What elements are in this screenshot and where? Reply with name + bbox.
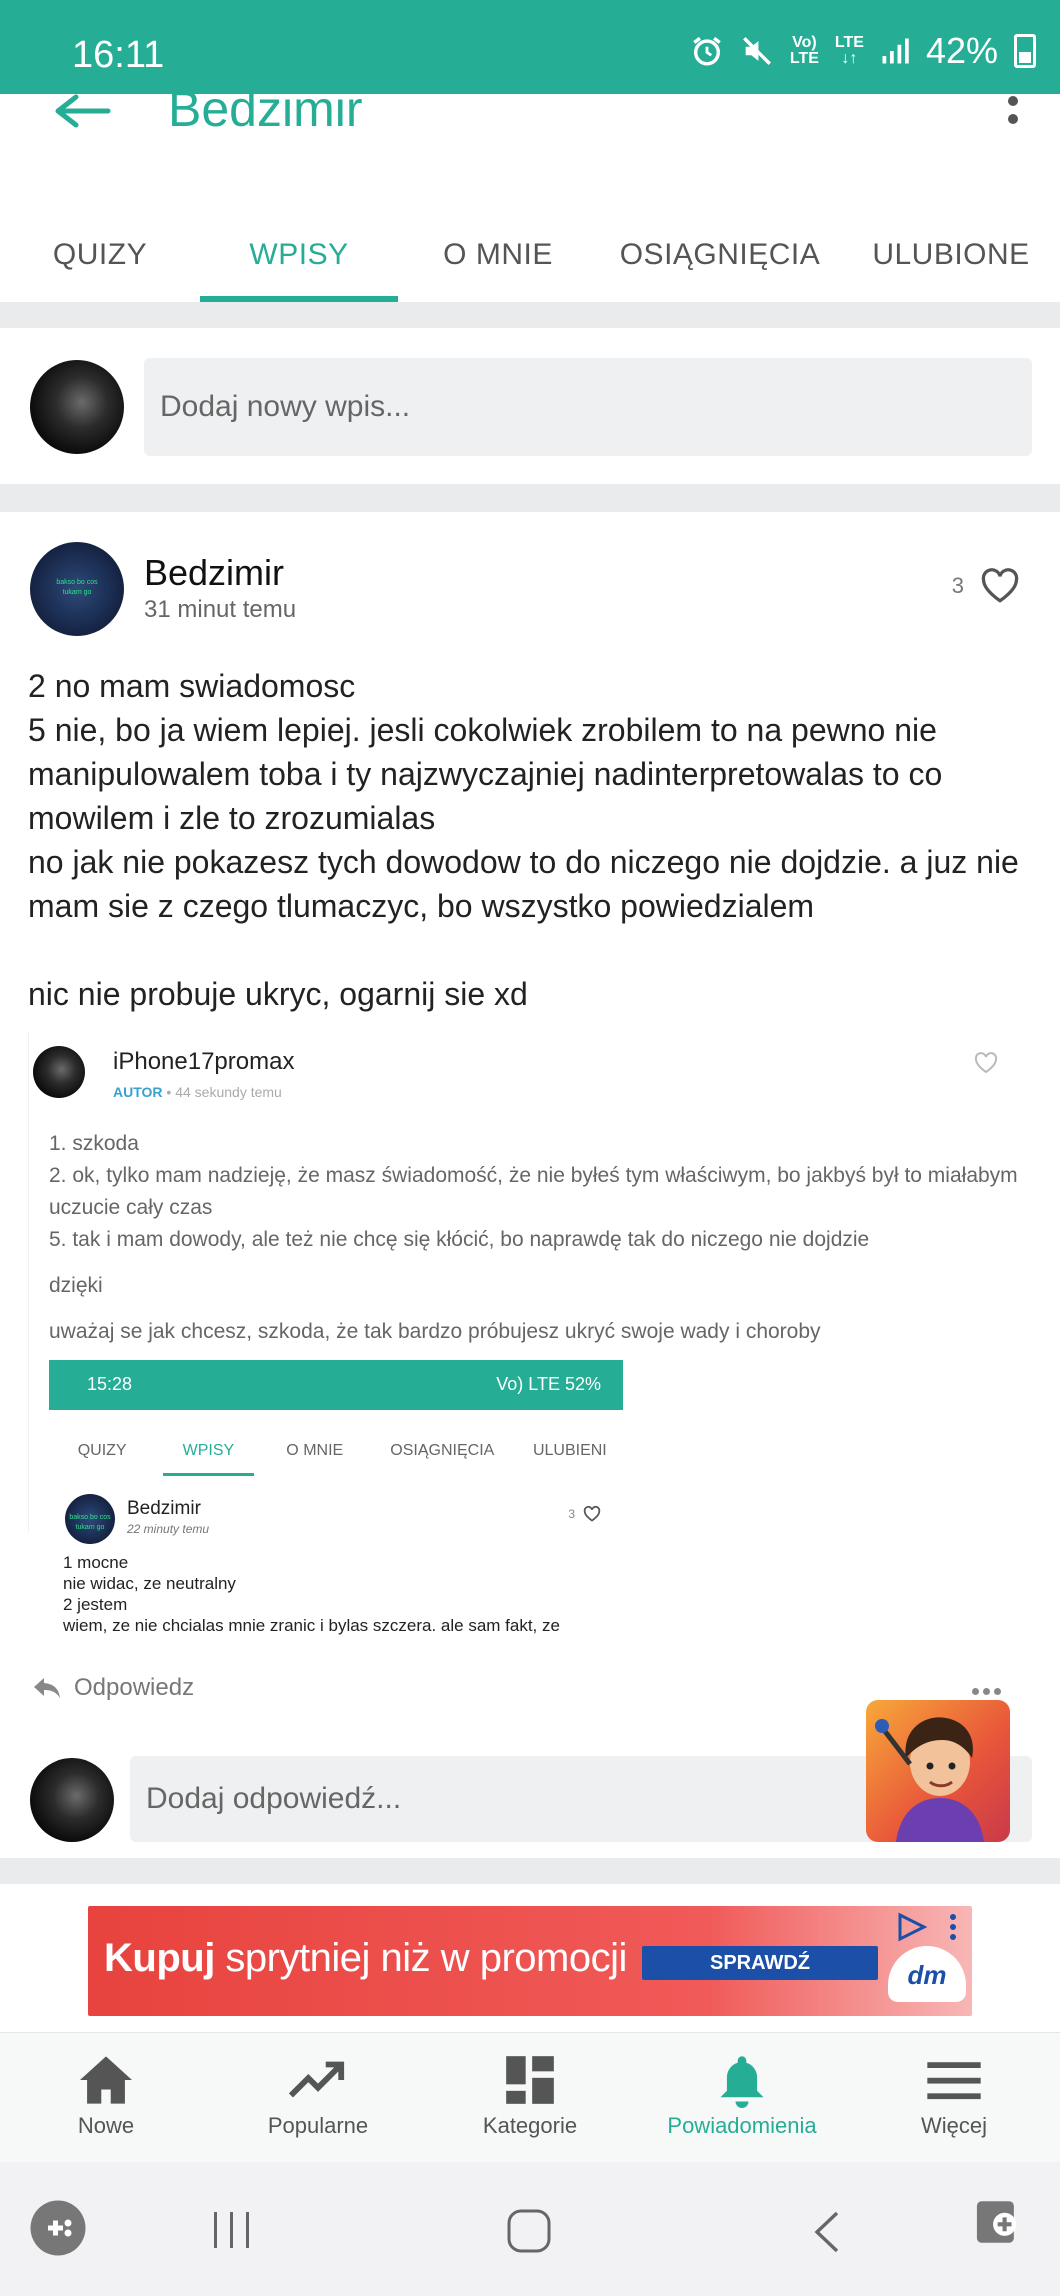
signal-icon — [880, 36, 910, 66]
embedded-body: 1. szkoda 2. ok, tylko mam nadzieję, że masz świadomość, że nie byłeś tym właściwym, bo jakbyś był to miałabym uczucie cały czas 5. tak i mam dowody, ale też nie chcę się kłócić, bo naprawdę tak do niczego nie dojdzie dzięki uważaj se jak chcesz, szkoda, że tak bardzo próbujesz ukryć swoje wady i choroby — [49, 1132, 1024, 1343]
status-bar — [0, 0, 1060, 94]
like-count: 3 — [951, 573, 964, 598]
profile-name: Bedzimir — [168, 81, 363, 137]
post-line: no jak nie pokazesz tych dowodow to do niczego nie dojdzie. a juz nie mam sie z czego tlumaczyc, bo wszystko powiedzialem — [28, 844, 1028, 924]
post-likes — [952, 568, 1020, 604]
status-icons — [690, 30, 1036, 72]
battery-percent: 42% — [925, 30, 998, 71]
inner-heart-icon — [583, 1506, 601, 1522]
bell-icon — [716, 2052, 768, 2108]
post-line: 5 nie, bo ja wiem lepiej. jesli cokolwiek zrobilem to na pewno nie manipulowalem toba i ty najzwyczajniej nadinterpretowalas to co mowilem i zle to zrozumialas — [28, 712, 952, 836]
cartoon-avatar-icon — [866, 1700, 1010, 1842]
back-button-icon[interactable] — [812, 2210, 842, 2254]
ad-choices-icon[interactable] — [896, 1912, 930, 1942]
profile-header — [0, 81, 1060, 302]
reply-button[interactable]: Odpowiedz — [32, 1674, 194, 1702]
reply-icon — [32, 1676, 62, 1700]
ad-text: Kupuj sprytniej niż w promocji — [104, 1936, 627, 1980]
nav-kategorie[interactable]: Kategorie — [424, 2033, 636, 2162]
back-arrow-icon[interactable] — [52, 94, 112, 128]
post-card — [0, 512, 1060, 1858]
embedded-heart-icon — [974, 1052, 998, 1074]
mute-icon — [740, 34, 774, 68]
system-navigation — [0, 2162, 1060, 2296]
embedded-username: iPhone17promax — [113, 1048, 295, 1075]
ad-cta-button[interactable]: SPRAWDŹ — [642, 1946, 878, 1980]
tab-wpisy[interactable]: WPISY — [200, 208, 398, 302]
alarm-icon — [690, 34, 724, 68]
nav-powiadomienia[interactable]: Powiadomienia — [636, 2033, 848, 2162]
trending-icon — [289, 2060, 347, 2100]
tab-quizy[interactable]: QUIZY — [52, 238, 148, 271]
home-icon — [77, 2054, 135, 2106]
ad-logo: dm — [888, 1946, 966, 2002]
nav-popularne[interactable]: Popularne — [212, 2033, 424, 2162]
tab-osiagniecia[interactable]: OSIĄGNIĘCIA — [619, 238, 821, 271]
post-line: 2 no mam swiadomosc — [28, 668, 356, 704]
inner-tabs: QUIZY WPISY O MNIE OSIĄGNIĘCIA ULUBIENI — [49, 1426, 623, 1476]
ad-banner[interactable] — [88, 1906, 972, 2016]
inner-status-bar: 15:28 Vo) LTE 52% — [49, 1360, 623, 1410]
reply-input[interactable]: Dodaj odpowiedź... — [130, 1756, 1032, 1842]
new-post-bar — [0, 328, 1060, 484]
post-author-avatar[interactable] — [30, 542, 124, 636]
heart-icon[interactable] — [980, 568, 1020, 604]
recent-apps-icon[interactable] — [210, 2210, 254, 2250]
bubble-options-icon[interactable] — [972, 1688, 1001, 1695]
post-line: nic nie probuje ukryc, ogarnij sie xd — [28, 976, 528, 1012]
embedded-avatar — [33, 1046, 85, 1098]
accessibility-icon[interactable] — [972, 2192, 1028, 2252]
lte-indicator: LTE ↓↑ — [834, 34, 864, 67]
floating-game-bubble[interactable] — [866, 1700, 1010, 1842]
ad-container — [0, 1884, 1060, 2032]
tab-ulubione[interactable]: ULUBIONE — [872, 238, 1030, 271]
post-line — [28, 928, 1038, 972]
nav-wiecej[interactable]: Więcej — [848, 2033, 1060, 2162]
inner-avatar — [65, 1494, 115, 1544]
embedded-meta: AUTOR • 44 sekundy temu — [113, 1084, 282, 1100]
status-time: 16:11 — [72, 34, 165, 76]
current-user-avatar — [30, 360, 124, 454]
post-time: 31 minut temu — [144, 596, 297, 623]
embedded-screenshot[interactable] — [28, 1032, 1032, 1635]
ad-more-icon[interactable] — [950, 1914, 956, 1940]
bottom-navigation — [0, 2032, 1060, 2162]
more-options-icon[interactable] — [1008, 96, 1020, 124]
tab-o-mnie[interactable]: O MNIE — [443, 238, 553, 271]
inner-screenshot: 15:28 Vo) LTE 52% QUIZY WPISY O MNIE OSIĄGNIĘCIA ULUBIENI bakso bo cos tukam go Bedzimir 22 minuty temu 3 1 mocne nie widac, ze neutralny 2 jestem wiem, ze nie chcialas mnie zranic i bylas szczera. ale sam fakt, ze — [49, 1360, 623, 1560]
volte-indicator: Vo) LTE — [789, 34, 819, 67]
game-launcher-icon[interactable] — [28, 2198, 88, 2258]
menu-icon — [927, 2060, 981, 2100]
home-button-icon[interactable] — [506, 2208, 552, 2254]
post-body — [28, 664, 1038, 1016]
post-author[interactable]: Bedzimir — [144, 552, 285, 593]
reply-avatar — [30, 1758, 114, 1842]
profile-tabs — [0, 208, 1060, 302]
battery-icon — [1014, 34, 1036, 68]
grid-icon — [504, 2054, 556, 2106]
new-post-input[interactable]: Dodaj nowy wpis... — [144, 358, 1032, 456]
nav-nowe[interactable]: Nowe — [0, 2033, 212, 2162]
